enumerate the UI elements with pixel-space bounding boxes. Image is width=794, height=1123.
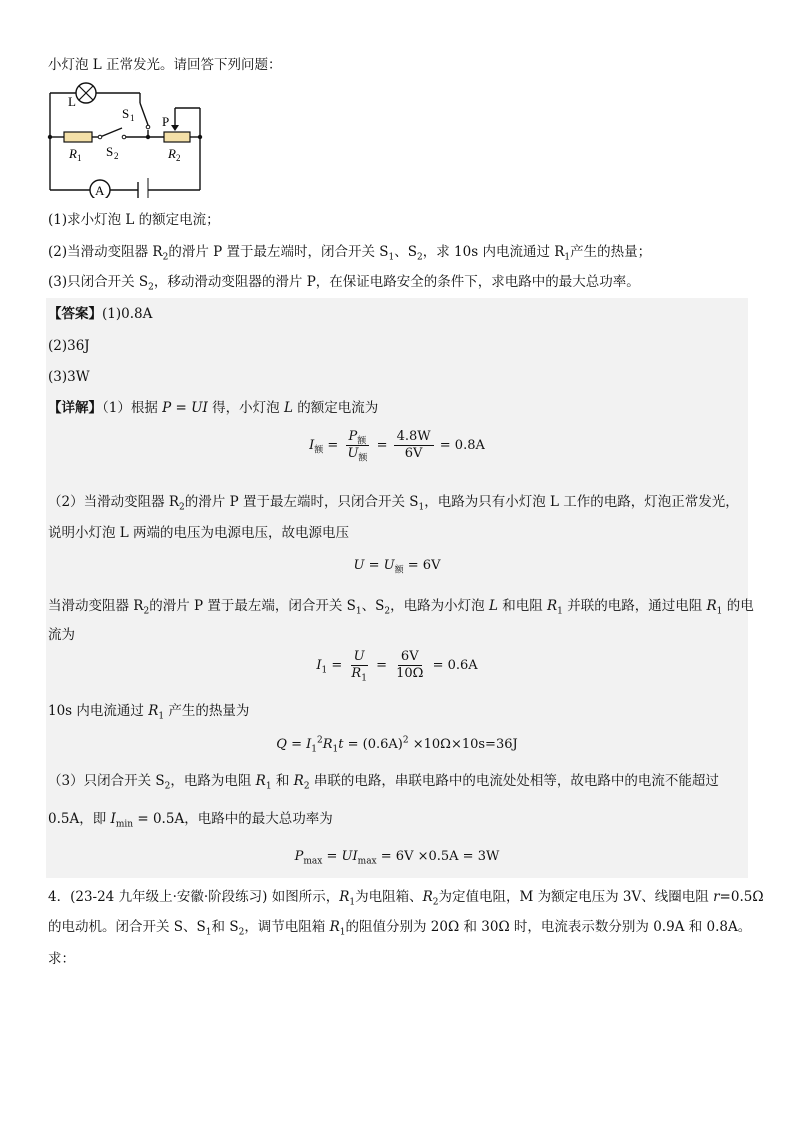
svg-text:R: R	[168, 146, 176, 161]
answer-2: (2)36J	[48, 338, 90, 354]
answer-1: 【答案】(1)0.8A	[48, 306, 153, 322]
detail-para-1: 【详解】（1）根据 P = UI 得，小灯泡 L 的额定电流为	[48, 400, 379, 416]
problem-4-line-1: 4．(23-24 九年级上·安徽·阶段练习) 如图所示，$R_1$为电阻箱、$R_2$为定值电阻，M 为额定电压为 3V、线圈电阻 r=0.5Ω	[48, 889, 764, 908]
svg-text:2: 2	[176, 153, 181, 163]
intro-text: 小灯泡 L 正常发光。请回答下列问题：	[48, 57, 282, 73]
question-2: (2)当滑动变阻器 $R_2$的滑片 P 置于最左端时，闭合开关 $S_1$、$S_2$，求 10s 内电流通过 $R_1$产生的热量；	[48, 244, 652, 263]
detail-para-2b: 说明小灯泡 L 两端的电压为电源电压，故电源电压	[48, 525, 350, 541]
detail-para-6: 0.5A，即 $I_{min} = 0.5A$，电路中的最大总功率为	[48, 811, 333, 830]
formula-1: $I_额$ = $\frac{P_额}{U_额}$ = $\frac{4.8W}{6V}$ = 0.8A	[309, 429, 485, 464]
circuit-diagram	[40, 78, 210, 198]
svg-text:R: R	[69, 146, 77, 161]
formula-4: $Q = I_1^2R_1t = (0.6A)^2 \times 10\Omega\times 10s=36J$	[276, 735, 518, 755]
detail-para-4: 10s 内电流通过 $R_1$ 产生的热量为	[48, 703, 250, 722]
svg-text:P: P	[162, 114, 170, 129]
svg-text:A: A	[95, 183, 105, 198]
svg-text:S: S	[106, 144, 114, 159]
detail-para-2: （2）当滑动变阻器 $R_2$的滑片 P 置于最左端时，只闭合开关 $S_1$，电路为只有小灯泡 L 工作的电路，灯泡正常发光，	[48, 494, 739, 513]
answer-panel	[46, 298, 748, 878]
svg-text:1: 1	[77, 153, 82, 163]
formula-5: $P_{max} = UI_{max} = 6V \times 0.5A = 3W$	[294, 849, 500, 867]
detail-para-3: 当滑动变阻器 $R_2$的滑片 P 置于最左端，闭合开关 $S_1$、$S_2$，电路为小灯泡 L 和电阻 $R_1$ 并联的电路，通过电阻 $R_1$ 的电	[48, 598, 754, 617]
problem-4-line-2: 的电动机。闭合开关 S、$S_1$和 $S_2$，调节电阻箱 $R_1$的阻值分别为 20Ω 和 30Ω 时，电流表示数分别为 0.9A 和 0.8A。	[48, 919, 752, 938]
question-1: (1)求小灯泡 L 的额定电流；	[48, 212, 220, 228]
resistor-r1	[64, 132, 92, 142]
detail-para-5: （3）只闭合开关 $S_2$，电路为电阻 $R_1$ 和 $R_2$ 串联的电路，串联电路中的电流处处相等，故电路中的电流不能超过	[48, 773, 719, 792]
formula-3: $I_1$ = $\frac{U}{R_1}$ = $\frac{6V}{10\Omega}$ = 0.6A	[316, 649, 478, 684]
svg-text:2: 2	[114, 151, 119, 161]
question-3: (3)只闭合开关 $S_2$，移动滑动变阻器的滑片 P，在保证电路安全的条件下，求电路中的最大总功率。	[48, 274, 640, 293]
svg-text:1: 1	[130, 113, 135, 123]
svg-text:S: S	[122, 106, 130, 121]
answer-3: (3)3W	[48, 369, 90, 385]
formula-2: $U = U_额 = 6V$	[353, 558, 441, 576]
problem-4-line-3: 求：	[48, 951, 75, 967]
resistor-r2	[164, 132, 190, 142]
detail-para-3b: 流为	[48, 627, 75, 643]
svg-text:L: L	[68, 94, 76, 109]
